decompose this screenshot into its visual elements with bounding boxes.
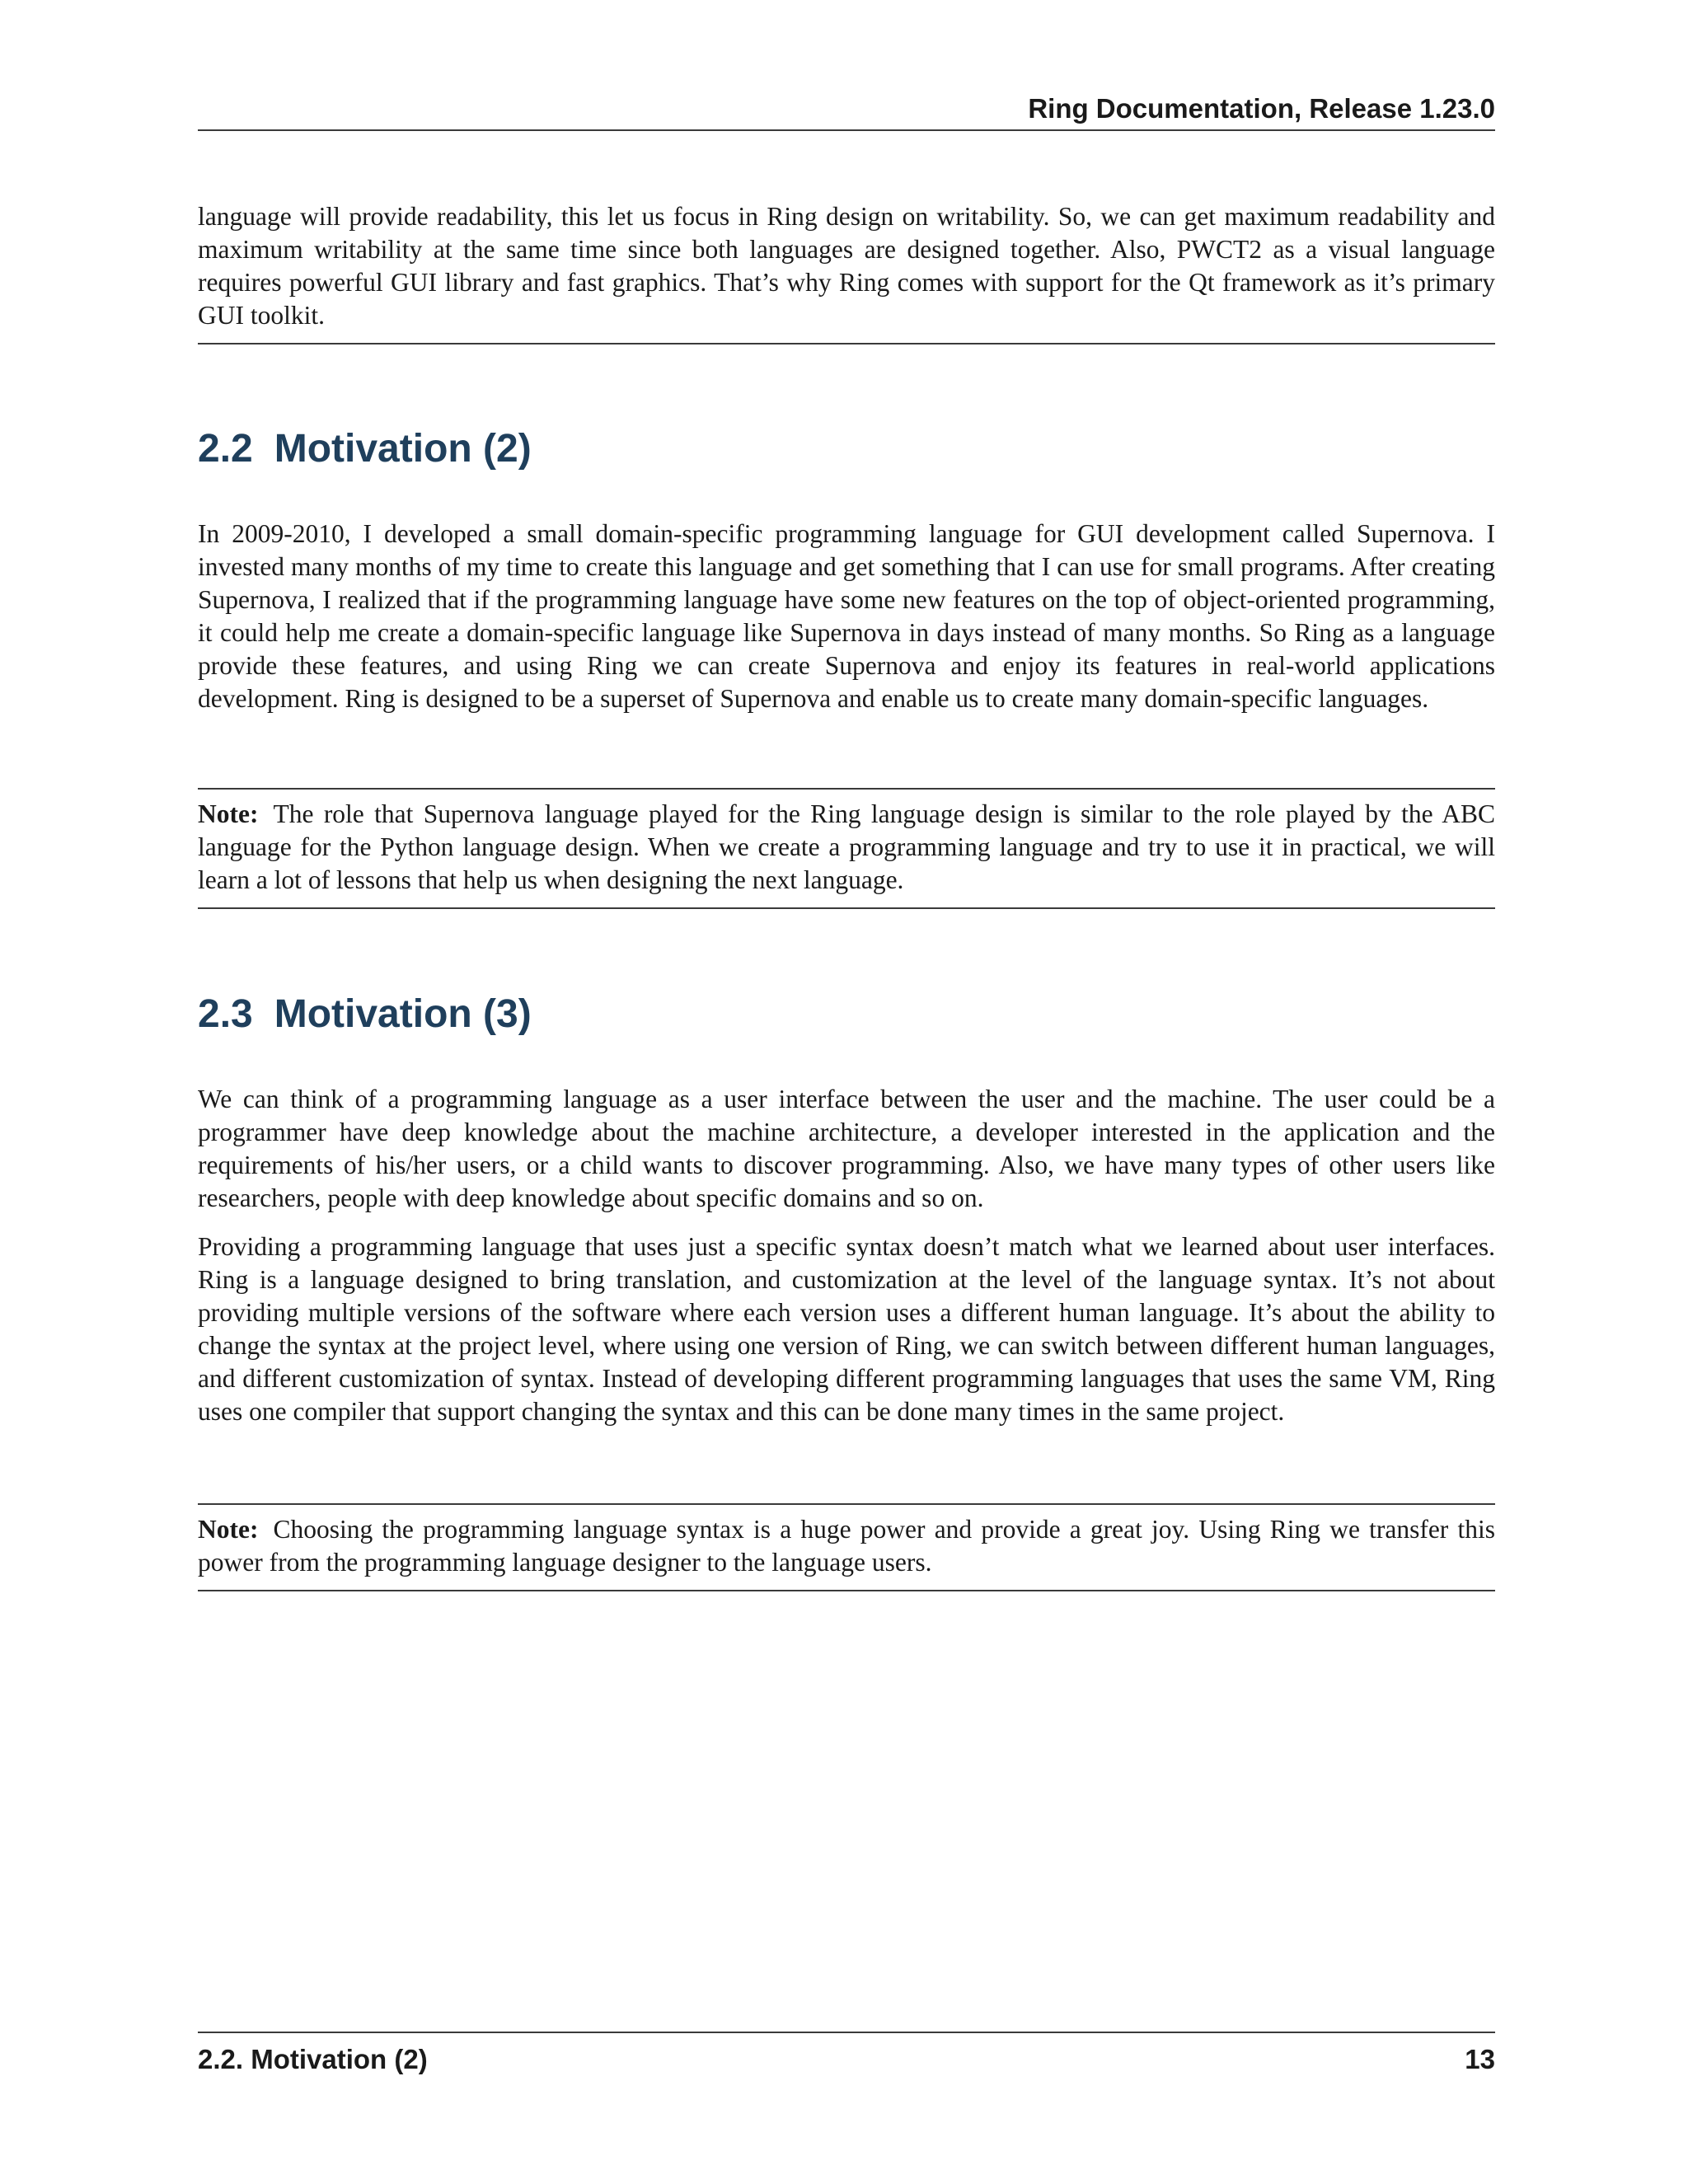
section-2-2-paragraph: In 2009-2010, I developed a small domain-specific programming language for GUI development called Supernova. I invested many months of my time to create this language and get something that I can use for small programs. After creating Supernova, I realized that if the programming language have some new features on the top of object-oriented programming, it could help me create a domain-specific language like Supernova in days instead of many months. So Ring as a language provide these features, and using Ring we can create Supernova and enjoy its features in real-world applications development. Ring is designed to be a superset of Supernova and enable us to create many domain-specific languages. — [198, 519, 1495, 713]
note-text: Choosing the programming language syntax is a huge power and provide a great joy. Using Ring we transfer this power from the programming language designer to the language users. — [198, 1515, 1495, 1577]
intro-paragraph: language will provide readability, this let us focus in Ring design on writability. So, we can get maximum readability and maximum writability at the same time since both languages are designed together. Also, PWCT2 as a visual language requires powerful GUI library and fast graphics. That’s why Ring comes with support for the Qt framework as it’s primary GUI toolkit. — [198, 202, 1495, 330]
section-title-text: Motivation (2) — [274, 427, 532, 471]
note-label: Note: — [198, 799, 259, 828]
section-2-3-paragraph-2: Providing a programming language that uses just a specific syntax doesn’t match what we learned about user interfaces. Ring is a language designed to bring translation, and customization at the level of the language syntax. It’s not about providing multiple versions of the software where each version uses a different human language. It’s about the ability to change the syntax at the project level, where using one version of Ring, we can switch between different human languages, and different customization of syntax. Instead of developing different programming languages that uses the same VM, Ring uses one compiler that support changing the syntax and this can be done many times in the same project. — [198, 1232, 1495, 1426]
section-heading-2-3 — [198, 990, 1495, 1039]
note-bottom-rule — [198, 1590, 1495, 1591]
section-heading-2-2 — [198, 424, 1495, 474]
note-label: Note: — [198, 1515, 259, 1544]
header-rule — [198, 129, 1495, 131]
note-bottom-rule — [198, 907, 1495, 909]
footer-rule — [198, 2032, 1495, 2033]
page-number: 13 — [1465, 2044, 1495, 2074]
section-2-3-paragraph-1: We can think of a programming language as a user interface between the user and the machine. The user could be a programmer have deep knowledge about the machine architecture, a developer interested in the application and the requirements of his/her users, or a child wants to discover programming. Also, we have many types of other users like researchers, people with deep knowledge about specific domains and so on. — [198, 1085, 1495, 1212]
note-2-2 — [198, 798, 1495, 897]
note-top-rule — [198, 1503, 1495, 1505]
section-divider — [198, 343, 1495, 344]
section-number: 2.2 — [198, 427, 253, 471]
note-2-3 — [198, 1513, 1495, 1579]
section-number: 2.3 — [198, 992, 253, 1036]
running-header: Ring Documentation, Release 1.23.0 — [1028, 93, 1495, 124]
note-text: The role that Supernova language played for the Ring language design is similar to the role played by the ABC language for the Python language design. When we create a programming language and try to use it in practical, we will learn a lot of lessons that help us when designing the next language. — [198, 799, 1495, 894]
footer-section: 2.2. Motivation (2) — [198, 2044, 428, 2074]
note-top-rule — [198, 788, 1495, 790]
section-title-text: Motivation (3) — [274, 992, 532, 1036]
